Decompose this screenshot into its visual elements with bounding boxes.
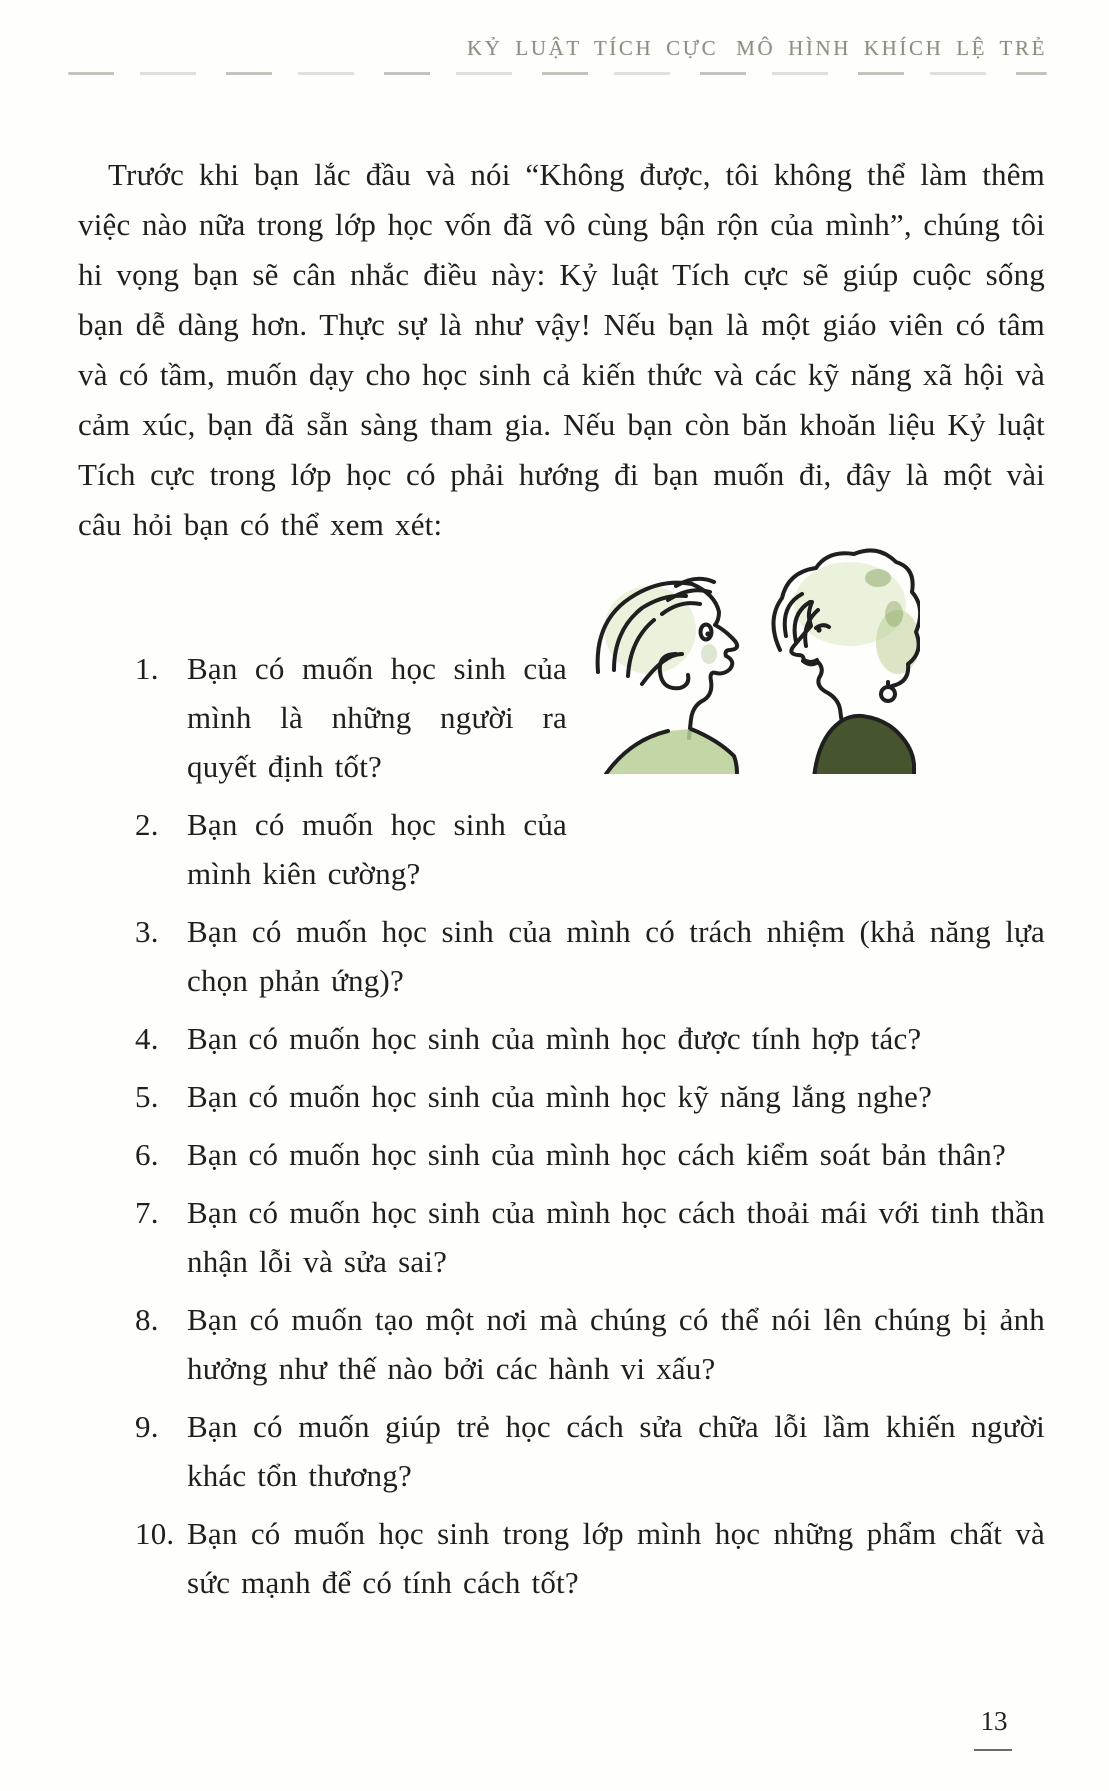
list-item-number: 1. — [135, 651, 159, 686]
list-item — [135, 1072, 1045, 1121]
list-item — [135, 1295, 1045, 1393]
list-item-text: Bạn có muốn tạo một nơi mà chúng có thể nói lên chúng bị ảnh hưởng như thế nào bởi các hành vi xấu? — [187, 1302, 1045, 1386]
list-item — [135, 1509, 1045, 1607]
list-item-number: 7. — [135, 1195, 159, 1230]
list-item-number: 5. — [135, 1079, 159, 1114]
list-item-text: Bạn có muốn giúp trẻ học cách sửa chữa lỗi lầm khiến người khác tổn thương? — [187, 1409, 1045, 1493]
list-item-text: Bạn có muốn học sinh của mình kiên cường? — [187, 807, 567, 891]
list-item — [135, 800, 567, 898]
list-item-number: 10. — [135, 1516, 175, 1551]
page-number-underline — [974, 1749, 1012, 1751]
list-item — [135, 1014, 1045, 1063]
running-header-title-right: MÔ HÌNH KHÍCH LỆ TRẺ — [736, 36, 1047, 60]
list-item-number: 8. — [135, 1302, 159, 1337]
list-item — [135, 1188, 1045, 1286]
list-item-number: 4. — [135, 1021, 159, 1056]
list-item-number: 3. — [135, 914, 159, 949]
teacher-face-drawing — [773, 550, 920, 774]
running-header — [467, 36, 1047, 61]
list-item — [135, 1402, 1045, 1500]
child-and-teacher-illustration — [578, 542, 920, 774]
running-header-title-left: KỶ LUẬT TÍCH CỰC — [467, 36, 719, 60]
questions-list — [135, 644, 1045, 1616]
list-item — [135, 1130, 1045, 1179]
child-face-drawing — [598, 579, 738, 774]
list-item-text: Bạn có muốn học sinh của mình học cách thoải mái với tinh thần nhận lỗi và sửa sai? — [187, 1195, 1045, 1279]
list-item — [135, 644, 567, 791]
list-item-text: Bạn có muốn học sinh của mình học cách kiểm soát bản thân? — [187, 1137, 1006, 1172]
list-item-text: Bạn có muốn học sinh của mình là những người ra quyết định tốt? — [187, 651, 567, 784]
list-item-text: Bạn có muốn học sinh của mình học kỹ năng lắng nghe? — [187, 1079, 933, 1114]
intro-paragraph: Trước khi bạn lắc đầu và nói “Không được, tôi không thể làm thêm việc nào nữa trong lớp học vốn đã vô cùng bận rộn của mình”, chúng tôi hi vọng bạn sẽ cân nhắc điều này: Kỷ luật Tích cực sẽ giúp cuộc sống bạn dễ dàng hơn. Thực sự là như vậy! Nếu bạn là một giáo viên có tâm và có tầm, muốn dạy cho học sinh cả kiến thức và các kỹ năng xã hội và cảm xúc, bạn đã sẵn sàng tham gia. Nếu bạn còn băn khoăn liệu Kỷ luật Tích cực trong lớp học có phải hướng đi bạn muốn đi, đây là một vài câu hỏi bạn có thể xem xét: — [78, 157, 1045, 542]
page-number: 13 — [980, 1706, 1008, 1736]
list-item-number: 9. — [135, 1409, 159, 1444]
list-item-number: 6. — [135, 1137, 159, 1172]
list-item-number: 2. — [135, 807, 159, 842]
header-divider — [68, 72, 1047, 75]
list-item-text: Bạn có muốn học sinh của mình có trách nhiệm (khả năng lựa chọn phản ứng)? — [187, 914, 1045, 998]
list-item-text: Bạn có muốn học sinh của mình học được tính hợp tác? — [187, 1021, 922, 1056]
list-item-text: Bạn có muốn học sinh trong lớp mình học những phẩm chất và sức mạnh để có tính cách tốt? — [187, 1516, 1045, 1600]
list-item — [135, 907, 1045, 1005]
